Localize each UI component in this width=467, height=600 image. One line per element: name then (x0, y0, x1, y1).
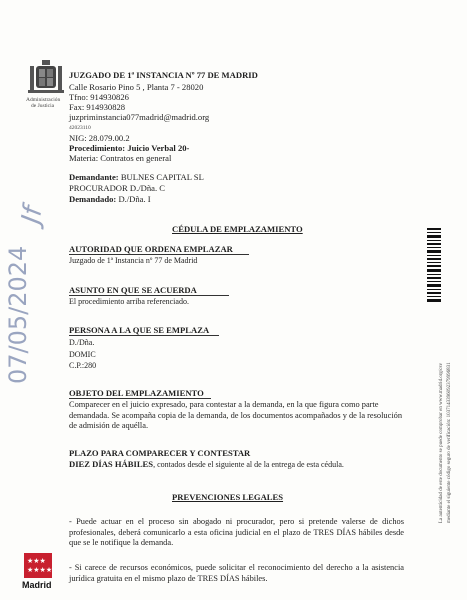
defendant (69, 194, 151, 204)
object-text: Comparecer en el juicio expresado, para contestar a la demanda, en la que figura como parte demandada. Se acompaña copia de la demanda, de los documentos acompañados y de la resolución de admisión de aquélla. (69, 400, 403, 431)
defendant-value: D./Dña. I (118, 194, 151, 204)
document-title: CÉDULA DE EMPLAZAMIENTO (172, 224, 303, 234)
court-address: Calle Rosario Pino 5 , Planta 7 - 28020 (69, 82, 204, 92)
side-code-line1: La autenticidad de este documento se puede comprobar en www.madrid.org/csv (439, 363, 444, 523)
matter-rule (69, 295, 229, 296)
warnings-title: PREVENCIONES LEGALES (172, 492, 284, 502)
coat-of-arms-icon (28, 58, 64, 96)
side-code-line2: mediante el siguiente código seguro de verificación: 1037143396092379996831 (447, 362, 452, 523)
plaintiff-label: Demandante: (69, 172, 119, 182)
procedure (69, 143, 189, 153)
logo-label-line2: de Justicia (31, 103, 55, 109)
matter-text: El procedimiento arriba referenciado. (69, 297, 189, 306)
person-rule (69, 335, 219, 336)
person-address: DOMIC (69, 350, 96, 359)
document-code: 42023110 (69, 125, 91, 131)
deadline-rest: , contados desde el siguiente al de la entrega de esta cédula. (153, 460, 344, 469)
plaintiff (69, 172, 204, 182)
object-rule (69, 398, 211, 399)
procedure-value: Juicio Verbal 20- (127, 143, 190, 153)
court-phone: Tfno: 914930826 (69, 92, 129, 102)
svg-text:★★★★: ★★★★ (27, 566, 52, 574)
court-name: JUZGADO DE 1ª INSTANCIA Nº 77 DE MADRID (69, 70, 258, 80)
person-postcode: C.P.:280 (69, 361, 97, 370)
svg-text:★★★: ★★★ (27, 557, 46, 565)
procedure-label: Procedimiento: (69, 143, 126, 153)
handwritten-date: 07/05/2024 (4, 245, 32, 384)
plaintiff-value: BULNES CAPITAL SL (120, 172, 204, 182)
deadline-heading: PLAZO PARA COMPARECER Y CONTESTAR (69, 448, 251, 458)
matter-heading: ASUNTO EN QUE SE ACUERDA (69, 285, 197, 295)
authority-text: Juzgado de 1ª Instancia nº 77 de Madrid (69, 256, 198, 265)
authority-rule (69, 254, 249, 255)
handwritten-signature: Jf (16, 204, 49, 226)
nig-number: NIG: 28.079.00.2 (69, 133, 130, 143)
madrid-flag-icon (24, 553, 52, 578)
court-fax: Fax: 914930828 (69, 102, 126, 112)
object-heading: OBJETO DEL EMPLAZAMIENTO (69, 388, 204, 398)
attorney: PROCURADOR D./Dña. C (69, 183, 165, 193)
person-name: D./Dña. (69, 338, 95, 347)
authority-heading: AUTORIDAD QUE ORDENA EMPLAZAR (69, 244, 233, 254)
logo-label-line1: Administración (26, 97, 61, 103)
warning-item-1: - Puede actuar en el proceso sin abogado ni procurador, pero si pretende valerse de dichos profesionales, deberá comunicarlo a esta oficina judicial en el plazo de TRES DÍAS hábiles desde que se le notifique la demanda. (69, 517, 404, 548)
person-heading: PERSONA A LA QUE SE EMPLAZA (69, 325, 210, 335)
deadline-bold: DIEZ DÍAS HÁBILES (69, 459, 154, 469)
madrid-label: Madrid (22, 580, 52, 590)
warning-item-2: - Si carece de recursos económicos, puede solicitar el reconocimiento del derecho a la asistencia jurídica gratuita en el mismo plazo de TRES DÍAS hábiles. (69, 563, 404, 583)
defendant-label: Demandado: (69, 194, 117, 204)
court-email: juzpriminstancia077madrid@madrid.org (69, 112, 210, 122)
matter: Materia: Contratos en general (69, 153, 172, 163)
deadline-text (69, 459, 344, 470)
